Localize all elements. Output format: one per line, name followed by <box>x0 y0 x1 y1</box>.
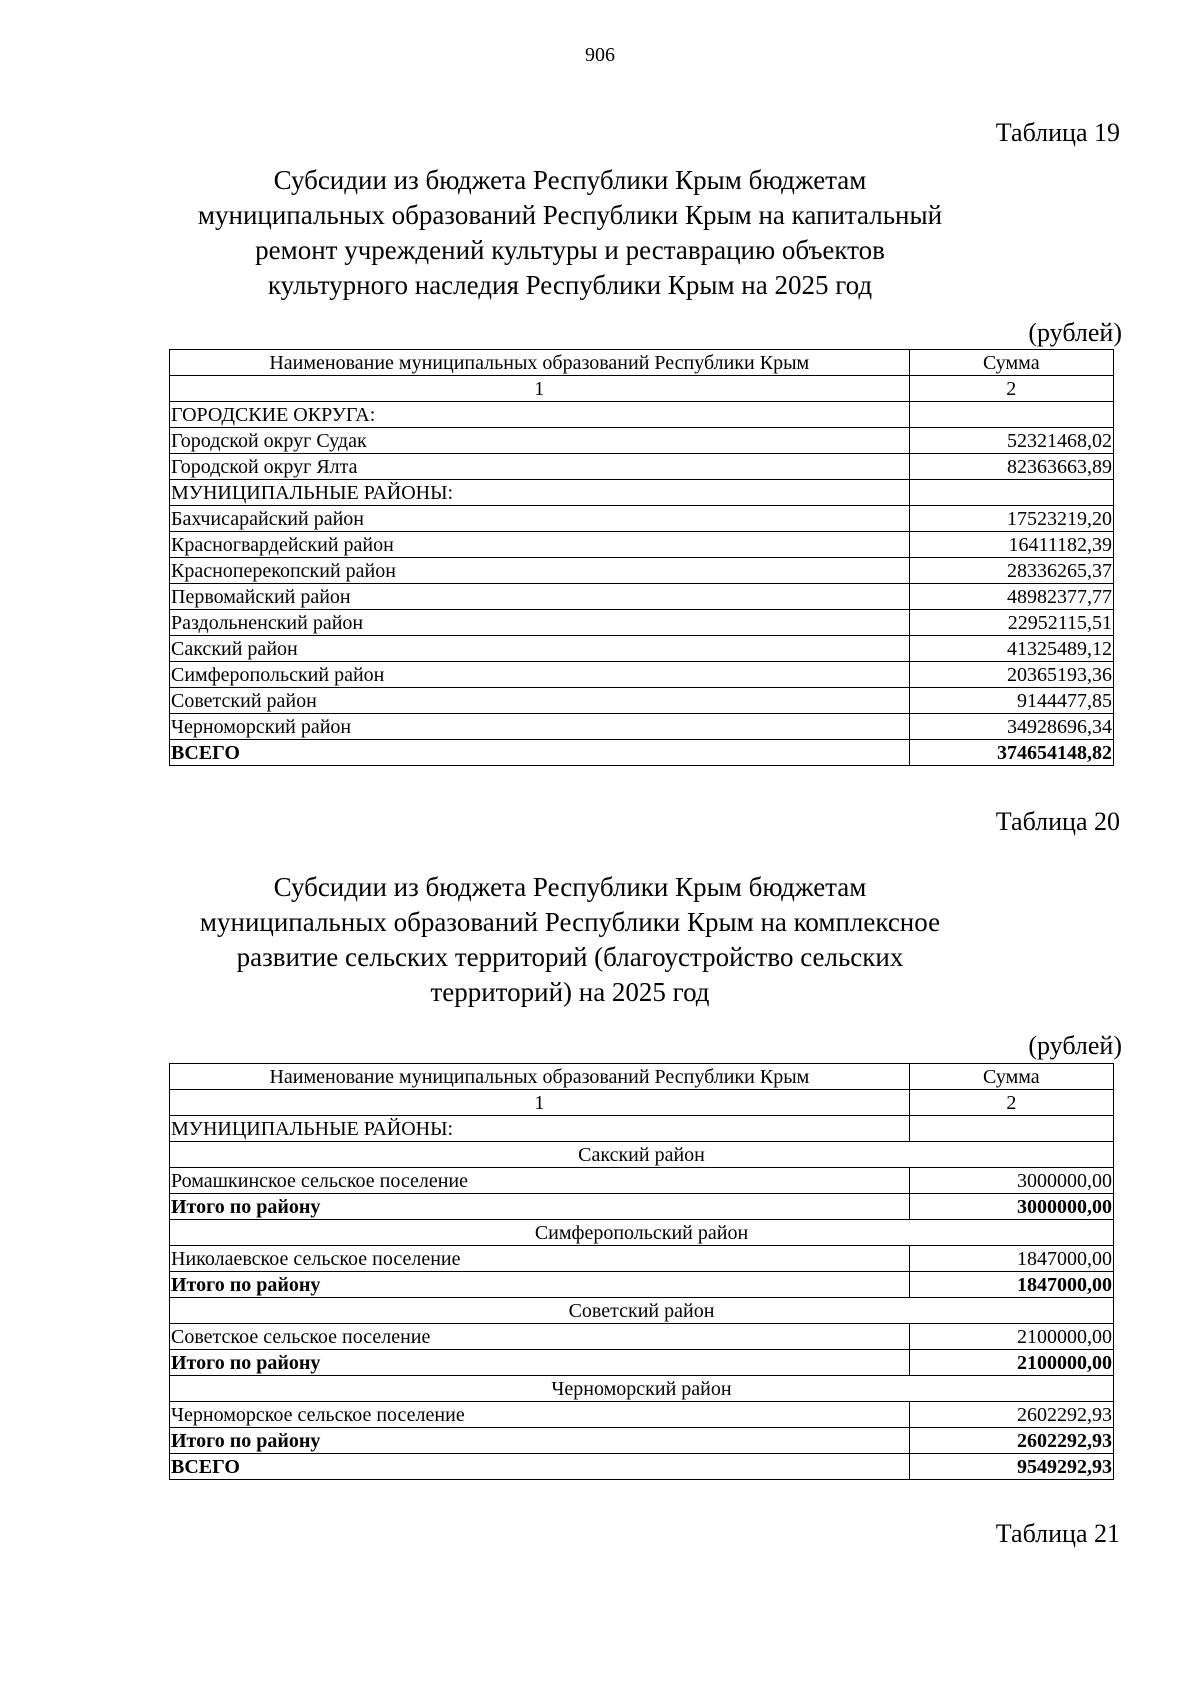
row-value <box>909 480 1113 506</box>
row-value: 20365193,36 <box>909 662 1113 688</box>
row-name: Симферопольский район <box>170 662 910 688</box>
table-row <box>170 428 1114 454</box>
subtotal-label: Итого по району <box>170 1194 910 1220</box>
title-line: муниципальных образований Республики Крым на комплексное <box>199 907 941 937</box>
table-row <box>170 558 1114 584</box>
table-row <box>170 610 1114 636</box>
row-value: 34928696,34 <box>909 714 1113 740</box>
table-row <box>170 584 1114 610</box>
table-20-title <box>170 870 970 1010</box>
subtotal-value: 2100000,00 <box>909 1350 1113 1376</box>
row-name: Городской округ Ялта <box>170 454 910 480</box>
table-19 <box>169 349 1114 766</box>
total-label: ВСЕГО <box>170 740 910 766</box>
table-row <box>170 662 1114 688</box>
settlement-name: Черноморское сельское поселение <box>170 1402 910 1428</box>
table-row <box>170 688 1114 714</box>
row-name: МУНИЦИПАЛЬНЫЕ РАЙОНЫ: <box>170 480 910 506</box>
table-row <box>170 636 1114 662</box>
table-row <box>170 1324 1114 1350</box>
row-name: Первомайский район <box>170 584 910 610</box>
row-value: 41325489,12 <box>909 636 1113 662</box>
row-value: 48982377,77 <box>909 584 1113 610</box>
column-number: 1 <box>170 376 910 402</box>
district-name: Сакский район <box>170 1142 1114 1168</box>
subtotal-label: Итого по району <box>170 1428 910 1454</box>
title-line: ремонт учреждений культуры и реставрацию объектов <box>255 235 885 265</box>
district-row <box>170 1298 1114 1324</box>
title-line: Субсидии из бюджета Республики Крым бюджетам <box>273 165 867 195</box>
district-name: Черноморский район <box>170 1376 1114 1402</box>
header-sum: Сумма <box>909 1064 1113 1090</box>
table-numbering-row <box>170 1090 1114 1116</box>
column-number: 1 <box>170 1090 910 1116</box>
header-name: Наименование муниципальных образований Республики Крым <box>170 350 910 376</box>
row-name: Красногвардейский район <box>170 532 910 558</box>
settlement-value: 3000000,00 <box>909 1168 1113 1194</box>
settlement-value: 2602292,93 <box>909 1402 1113 1428</box>
total-row <box>170 740 1114 766</box>
table-19-title <box>170 163 970 303</box>
table-21-label: Таблица 21 <box>995 1519 1120 1548</box>
row-value <box>909 402 1113 428</box>
settlement-value: 1847000,00 <box>909 1246 1113 1272</box>
table-header-row <box>170 1064 1114 1090</box>
header-name: Наименование муниципальных образований Республики Крым <box>170 1064 910 1090</box>
table-row <box>170 1168 1114 1194</box>
subtotal-value: 2602292,93 <box>909 1428 1113 1454</box>
table-20-label: Таблица 20 <box>995 807 1120 836</box>
settlement-name: Николаевское сельское поселение <box>170 1246 910 1272</box>
total-row <box>170 1454 1114 1480</box>
row-value: 9144477,85 <box>909 688 1113 714</box>
district-row <box>170 1142 1114 1168</box>
title-line: муниципальных образований Республики Крым на капитальный <box>197 200 943 230</box>
district-row <box>170 1220 1114 1246</box>
row-name: Сакский район <box>170 636 910 662</box>
row-name: Черноморский район <box>170 714 910 740</box>
table-row <box>170 506 1114 532</box>
row-name: ГОРОДСКИЕ ОКРУГА: <box>170 402 910 428</box>
table-row <box>170 454 1114 480</box>
subtotal-row <box>170 1428 1114 1454</box>
row-value: 82363663,89 <box>909 454 1113 480</box>
table-row <box>170 1246 1114 1272</box>
table-row <box>170 714 1114 740</box>
section-value <box>909 1116 1113 1142</box>
settlement-value: 2100000,00 <box>909 1324 1113 1350</box>
district-row <box>170 1376 1114 1402</box>
row-name: Советский район <box>170 688 910 714</box>
table-20 <box>169 1063 1114 1480</box>
subtotal-value: 1847000,00 <box>909 1272 1113 1298</box>
subtotal-row <box>170 1272 1114 1298</box>
settlement-name: Советское сельское поселение <box>170 1324 910 1350</box>
header-sum: Сумма <box>909 350 1113 376</box>
column-number: 2 <box>909 1090 1113 1116</box>
section-row <box>170 1116 1114 1142</box>
subtotal-label: Итого по району <box>170 1272 910 1298</box>
table-header-row <box>170 350 1114 376</box>
district-name: Советский район <box>170 1298 1114 1324</box>
row-name: Бахчисарайский район <box>170 506 910 532</box>
table-row <box>170 1402 1114 1428</box>
table-19-unit: (рублей) <box>1028 318 1122 347</box>
row-name: Красноперекопский район <box>170 558 910 584</box>
table-19-label: Таблица 19 <box>995 118 1120 147</box>
row-value: 22952115,51 <box>909 610 1113 636</box>
district-name: Симферопольский район <box>170 1220 1114 1246</box>
table-row <box>170 480 1114 506</box>
subtotal-row <box>170 1350 1114 1376</box>
row-value: 17523219,20 <box>909 506 1113 532</box>
total-value: 374654148,82 <box>909 740 1113 766</box>
row-name: Раздольненский район <box>170 610 910 636</box>
column-number: 2 <box>909 376 1113 402</box>
table-row <box>170 532 1114 558</box>
table-row <box>170 402 1114 428</box>
row-value: 16411182,39 <box>909 532 1113 558</box>
total-label: ВСЕГО <box>170 1454 910 1480</box>
table-numbering-row <box>170 376 1114 402</box>
section-label: МУНИЦИПАЛЬНЫЕ РАЙОНЫ: <box>170 1116 910 1142</box>
title-line: развитие сельских территорий (благоустройство сельских <box>236 942 904 972</box>
row-value: 52321468,02 <box>909 428 1113 454</box>
subtotal-row <box>170 1194 1114 1220</box>
title-line: Субсидии из бюджета Республики Крым бюджетам <box>273 872 867 902</box>
page-number: 906 <box>585 44 615 66</box>
table-20-unit: (рублей) <box>1028 1031 1122 1060</box>
row-value: 28336265,37 <box>909 558 1113 584</box>
settlement-name: Ромашкинское сельское поселение <box>170 1168 910 1194</box>
title-line: территорий) на 2025 год <box>430 977 710 1007</box>
row-name: Городской округ Судак <box>170 428 910 454</box>
subtotal-label: Итого по району <box>170 1350 910 1376</box>
subtotal-value: 3000000,00 <box>909 1194 1113 1220</box>
title-line: культурного наследия Республики Крым на 2025 год <box>267 270 873 300</box>
total-value: 9549292,93 <box>909 1454 1113 1480</box>
